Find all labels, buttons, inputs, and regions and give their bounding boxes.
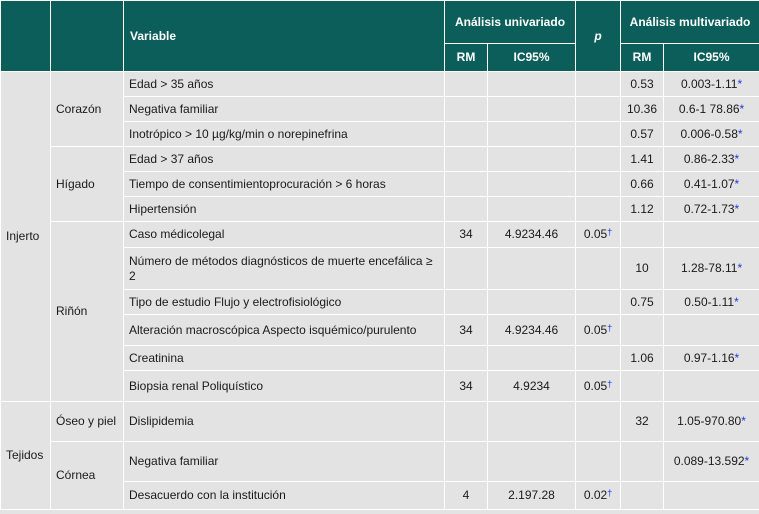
cell-variable: Creatinina xyxy=(124,346,445,371)
ic95-value: 0.50-1.11 xyxy=(684,294,735,309)
cell-ic95-univariado xyxy=(488,122,576,147)
cell-rm-multivariado: 0.66 xyxy=(621,172,664,197)
significance-star: * xyxy=(734,350,740,365)
cell-rm-multivariado xyxy=(621,442,664,482)
cell-ic95-multivariado xyxy=(664,442,759,482)
cell-ic95-univariado xyxy=(488,346,576,371)
ic95-value: 1.05-970.80 xyxy=(677,414,742,428)
cell-rm-multivariado: 0.57 xyxy=(621,122,664,147)
cell-ic95-multivariado xyxy=(664,122,759,147)
cell-p xyxy=(576,172,621,197)
header-ic95-univariado: IC95% xyxy=(488,44,576,72)
cell-rm-multivariado: 0.75 xyxy=(621,290,664,315)
cell-ic95-multivariado xyxy=(664,402,759,442)
cell-variable: Inotrópico > 10 µg/kg/min o norepinefrina xyxy=(124,122,445,147)
cell-rm-univariado xyxy=(445,172,488,197)
ic95-value: 0.003-1.11 xyxy=(680,76,738,91)
cell-ic95-univariado xyxy=(488,442,576,482)
header-multivariado: Análisis multivariado xyxy=(621,1,759,44)
significance-star: * xyxy=(734,176,740,191)
cell-p xyxy=(576,122,621,147)
cell-variable: Tipo de estudio Flujo y electrofisiológico xyxy=(124,290,445,315)
dagger-mark: † xyxy=(607,227,613,237)
cell-ic95-multivariado xyxy=(664,315,759,346)
cell-ic95-multivariado xyxy=(664,371,759,402)
header-p: p xyxy=(576,1,621,72)
cell-ic95-multivariado xyxy=(664,197,759,222)
cell-variable: Edad > 37 años xyxy=(124,147,445,172)
cell-rm-multivariado: 1.06 xyxy=(621,346,664,371)
cell-p xyxy=(576,248,621,290)
cell-ic95-multivariado xyxy=(664,248,759,290)
dagger-mark: † xyxy=(607,488,613,498)
subgroup-rinon: Riñón xyxy=(51,222,124,402)
cell-p xyxy=(576,482,621,510)
significance-star: * xyxy=(744,454,750,468)
subgroup-cornea: Córnea xyxy=(51,442,124,510)
subgroup-corazon: Corazón xyxy=(51,72,124,147)
header-group-blank xyxy=(1,1,51,72)
table-body xyxy=(1,72,759,510)
cell-p xyxy=(576,72,621,97)
cell-rm-univariado xyxy=(445,122,488,147)
cell-rm-univariado xyxy=(445,442,488,482)
significance-star: * xyxy=(734,201,740,216)
ic95-value: 0.6-1 78.86 xyxy=(678,101,740,116)
cell-variable: Caso médicolegal xyxy=(124,222,445,248)
ic95-value: 0.72-1.73 xyxy=(683,201,735,216)
cell-p xyxy=(576,290,621,315)
cell-variable: Negativa familiar xyxy=(124,442,445,482)
cell-ic95-multivariado xyxy=(664,222,759,248)
cell-rm-multivariado: 10.36 xyxy=(621,97,664,122)
ic95-value: 0.006-0.58 xyxy=(680,126,738,141)
p-value: 0.05 xyxy=(583,227,608,241)
cell-variable: Tiempo de consentimientoprocuración > 6 horas xyxy=(124,172,445,197)
table-row xyxy=(1,442,759,482)
header-ic95-multivariado: IC95% xyxy=(664,44,759,72)
ic95-value: 1.28-78.11 xyxy=(680,261,738,275)
cell-variable: Alteración macroscópica Aspecto isquémico/purulento xyxy=(124,315,445,346)
cell-variable: Desacuerdo con la institución xyxy=(124,482,445,510)
cell-variable: Negativa familiar xyxy=(124,97,445,122)
p-value: 0.05 xyxy=(583,322,608,337)
cell-ic95-multivariado xyxy=(664,346,759,371)
cell-p xyxy=(576,97,621,122)
cell-variable: Hipertensión xyxy=(124,197,445,222)
cell-ic95-multivariado xyxy=(664,147,759,172)
ic95-value: 0.41-1.07 xyxy=(683,176,735,191)
cell-rm-multivariado: 1.41 xyxy=(621,147,664,172)
significance-star: * xyxy=(737,76,743,91)
cell-ic95-univariado xyxy=(488,290,576,315)
significance-star: * xyxy=(737,261,743,275)
header-rm-univariado: RM xyxy=(445,44,488,72)
significance-star: * xyxy=(734,151,740,166)
cell-rm-multivariado xyxy=(621,482,664,510)
cell-ic95-univariado xyxy=(488,147,576,172)
header-variable: Variable xyxy=(124,1,445,72)
significance-star: * xyxy=(741,414,746,428)
cell-rm-multivariado xyxy=(621,315,664,346)
cell-p xyxy=(576,402,621,442)
cell-variable: Biopsia renal Poliquístico xyxy=(124,371,445,402)
significance-star: * xyxy=(734,294,739,309)
ic95-value: 0.86-2.33 xyxy=(683,151,735,166)
cell-ic95-univariado xyxy=(488,197,576,222)
cell-p xyxy=(576,315,621,346)
table-header xyxy=(1,1,759,72)
cell-rm-multivariado: 32 xyxy=(621,402,664,442)
cell-ic95-univariado xyxy=(488,402,576,442)
table-row xyxy=(1,402,759,442)
header-rm-multivariado: RM xyxy=(621,44,664,72)
cell-rm-univariado: 34 xyxy=(445,315,488,346)
cell-ic95-multivariado xyxy=(664,290,759,315)
cell-ic95-univariado xyxy=(488,248,576,290)
cell-ic95-multivariado xyxy=(664,97,759,122)
cell-ic95-univariado: 2.197.28 xyxy=(488,482,576,510)
ic95-value: 0.089-13.592 xyxy=(673,454,745,468)
cell-rm-multivariado: 10 xyxy=(621,248,664,290)
cell-ic95-univariado: 4.9234.46 xyxy=(488,315,576,346)
cell-ic95-multivariado xyxy=(664,172,759,197)
p-value: 0.02 xyxy=(583,488,608,502)
significance-star: * xyxy=(739,101,745,116)
cell-variable: Dislipidemia xyxy=(124,402,445,442)
subgroup-higado: Hígado xyxy=(51,147,124,222)
cell-ic95-univariado xyxy=(488,72,576,97)
table-row xyxy=(1,72,759,97)
header-univariado: Análisis univariado xyxy=(445,1,576,44)
cell-rm-univariado xyxy=(445,97,488,122)
cell-rm-multivariado xyxy=(621,371,664,402)
cell-ic95-multivariado xyxy=(664,72,759,97)
cell-p xyxy=(576,371,621,402)
cell-rm-univariado: 4 xyxy=(445,482,488,510)
subgroup-oseo: Óseo y piel xyxy=(51,402,124,442)
table-row xyxy=(1,147,759,172)
cell-variable: Edad > 35 años xyxy=(124,72,445,97)
cell-rm-univariado xyxy=(445,402,488,442)
table-row xyxy=(1,222,759,248)
cell-rm-univariado: 34 xyxy=(445,222,488,248)
cell-ic95-univariado: 4.9234 xyxy=(488,371,576,402)
cell-rm-multivariado: 0.53 xyxy=(621,72,664,97)
cell-rm-univariado xyxy=(445,197,488,222)
ic95-value: 0.97-1.16 xyxy=(683,350,735,365)
cell-rm-univariado xyxy=(445,72,488,97)
dagger-mark: † xyxy=(607,322,613,333)
cell-p xyxy=(576,222,621,248)
cell-rm-univariado xyxy=(445,248,488,290)
dagger-mark: † xyxy=(607,378,613,389)
p-value: 0.05 xyxy=(583,378,608,393)
cell-p xyxy=(576,346,621,371)
cell-ic95-univariado xyxy=(488,97,576,122)
cell-ic95-univariado xyxy=(488,172,576,197)
cell-p xyxy=(576,197,621,222)
header-subgroup-blank xyxy=(51,1,124,72)
cell-ic95-univariado: 4.9234.46 xyxy=(488,222,576,248)
cell-rm-multivariado xyxy=(621,222,664,248)
group-injerto: Injerto xyxy=(1,72,51,402)
cell-ic95-multivariado xyxy=(664,482,759,510)
cell-rm-multivariado: 1.12 xyxy=(621,197,664,222)
cell-rm-univariado: 34 xyxy=(445,371,488,402)
cell-variable: Número de métodos diagnósticos de muerte encefálica ≥ 2 xyxy=(124,248,445,290)
cell-rm-univariado xyxy=(445,290,488,315)
group-tejidos: Tejidos xyxy=(1,402,51,510)
cell-p xyxy=(576,147,621,172)
cell-rm-univariado xyxy=(445,346,488,371)
cell-rm-univariado xyxy=(445,147,488,172)
cell-p xyxy=(576,442,621,482)
significance-star: * xyxy=(737,126,743,141)
